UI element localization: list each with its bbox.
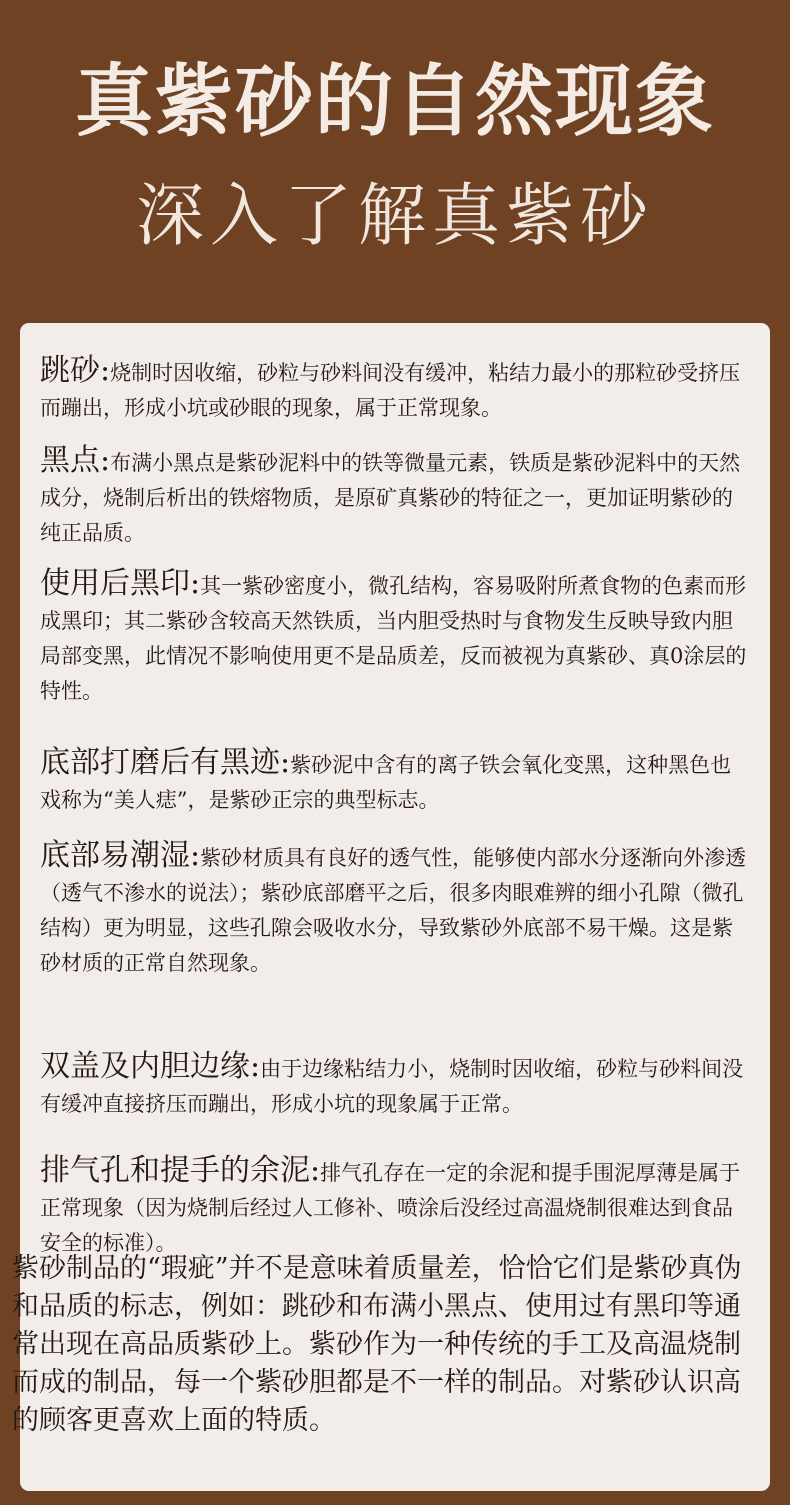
section-text: 紫砂泥中含有的离子铁会氧化变黑，这种黑色也戏称为“美人痣”，是紫砂正宗的典型标志。 (40, 753, 732, 812)
section-heading: 双盖及内胆边缘: (40, 1049, 261, 1084)
section-heidian (40, 443, 752, 551)
section-text: 其一紫砂密度小，微孔结构，容易吸附所煮食物的色素而形成黑印；其二紫砂含较高天然铁质，当内胆受热时与食物发生反映导致内胆局部变黑，此情况不影响使用更不是品质差，反而被视为真紫砂、真0涂层的特性。 (40, 574, 747, 703)
section-text: 烧制时因收缩，砂粒与砂料间没有缓冲，粘结力最小的那粒砂受挤压而蹦出，形成小坑或砂眼的现象，属于正常现象。 (40, 361, 741, 420)
section-text: 由于边缘粘结力小，烧制时因收缩，砂粒与砂料间没有缓冲直接挤压而蹦出，形成小坑的现象属于正常。 (40, 1057, 744, 1116)
section-text: 紫砂材质具有良好的透气性，能够使内部水分逐渐向外渗透（透气不渗水的说法）；紫砂底部磨平之后，很多肉眼难辨的细小孔隙（微孔结构）更为明显，这些孔隙会吸收水分，导致紫砂外底部不易干燥。这是紫砂材质的正常自然现象。 (40, 846, 747, 975)
section-heading: 底部打磨后有黑迹: (40, 745, 291, 780)
section-heading: 排气孔和提手的余泥: (40, 1153, 321, 1188)
section-heading: 使用后黑印: (40, 566, 201, 601)
closing-paragraph: 紫砂制品的“瑕疵”并不是意味着质量差，恰恰它们是紫砂真伪和品质的标志，例如：跳砂和布满小黑点、使用过有黑印等通常出现在高品质紫砂上。紫砂作为一种传统的手工及高温烧制而成的制品，每一个紫砂胆都是不一样的制品。对紫砂认识高的顾客更喜欢上面的特质。 (12, 1253, 742, 1436)
page-subtitle: 深入了解真紫砂 (135, 177, 654, 256)
section-dibu-chaoshi (40, 838, 752, 981)
section-heading: 跳砂: (40, 353, 111, 388)
section-shuanggai (40, 1049, 752, 1122)
section-paiqikong (40, 1153, 752, 1261)
section-text: 布满小黑点是紫砂泥料中的铁等微量元素，铁质是紫砂泥料中的天然成分，烧制后析出的铁熔物质，是原矿真紫砂的特征之一，更加证明紫砂的纯正品质。 (40, 451, 741, 545)
section-dibu-heiji (40, 745, 752, 818)
section-tiaosha (40, 353, 752, 426)
page-title: 真紫砂的自然现象 (74, 57, 715, 147)
section-text: 排气孔存在一定的余泥和提手围泥厚薄是属于正常现象（因为烧制后经过人工修补、喷涂后没经过高温烧制很难达到食品安全的标准）。 (40, 1161, 741, 1255)
section-heading: 底部易潮湿: (40, 838, 201, 873)
section-heading: 黑点: (40, 443, 111, 478)
section-heiyin (40, 566, 752, 709)
